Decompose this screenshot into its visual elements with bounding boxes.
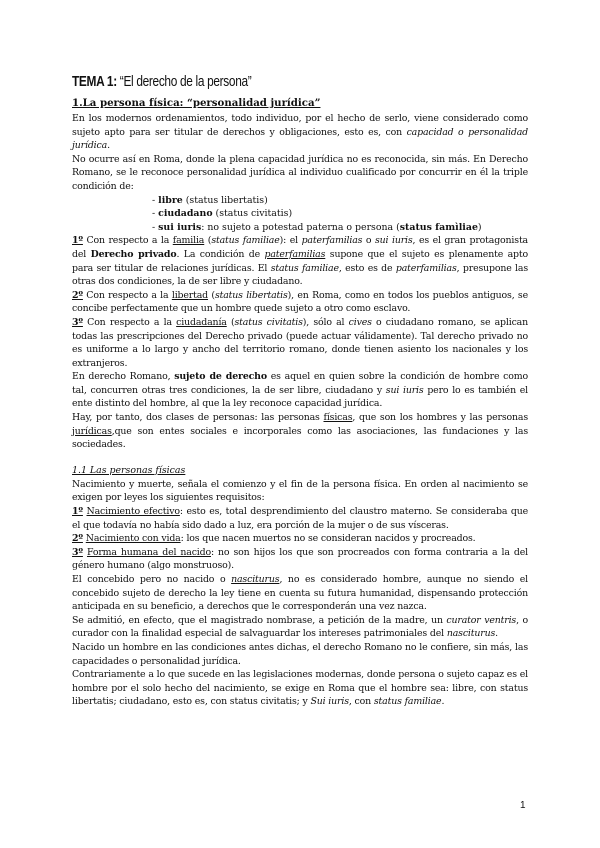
- paragraph-contrariamente: Contrariamente a lo que sucede en las legislaciones modernas, donde persona o sujeto capaz es el hombre por el solo hecho del nacimiento, se exige en Roma que el hombre sea: libre, con status libertatis; ciudadano, esto es, con status civitatis; y Sui iuris, con status familiae.: [72, 669, 528, 708]
- list-item: - sui iuris: no sujeto a potestad paterna o persona (status famìliae): [152, 221, 528, 235]
- paragraph-nasciturus: El concebido pero no nacido o nasciturus, no es considerado hombre, aunque no siendo el concebido sujeto de derecho la ley tiene en cuenta su futura humanidad, dispensando protección anticipada en su beneficio, a derechos que le corresponderán una vez nazca.: [72, 574, 528, 613]
- requirement-1: 1º Nacimiento efectivo: esto es, total desprendimiento del claustro materno. Se consideraba que el que todavía no había sido dado a luz, era porción de la mujer o de sus vísceras.: [72, 506, 528, 531]
- paragraph-nacimiento: Nacimiento y muerte, señala el comienzo y el fin de la persona física. En orden al nacimiento se exigen por leyes los siguientes requisitos:: [72, 478, 528, 504]
- section-heading: 1.La persona física: “personalidad jurídica”: [72, 97, 321, 109]
- paragraph-curator: Se admitió, en efecto, que el magistrado nombrase, a petición de la madre, un curator ventris, o curador con la finalidad especial de salvaguardar los intereses patrimoniales del nasciturus.: [72, 614, 528, 640]
- title-label: TEMA 1:: [72, 74, 117, 90]
- list-item: - libre (status libertatis): [152, 194, 528, 208]
- paragraph-intro: En los modernos ordenamientos, todo individuo, por el hecho de serlo, viene considerado como sujeto apto para ser titular de derechos y obligaciones, esto es, con capacidad o personalidad jurídica.: [72, 113, 528, 152]
- conditions-list: [72, 194, 528, 235]
- requirement-2: 2º Nacimiento con vida: los que nacen muertos no se consideran nacidos y procreados.: [72, 533, 476, 545]
- paragraph-ciudadania: 3º Con respecto a la ciudadanía (status civitatis), sólo al cives o ciudadano romano, se aplican todas las prescripciones del Derecho privado (puede actuar válidamente). Tal derecho privado no es uniforme a lo largo y ancho del territorio romano, donde tienen asiento los nacionales y los extranjeros.: [72, 316, 529, 369]
- page-number: 1: [520, 800, 526, 811]
- paragraph-libertad: 2º Con respecto a la libertad (status libertatis), en Roma, como en todos los pueblos antiguos, se concibe perfectamente que un hombre quede sujeto a otro como esclavo.: [72, 289, 528, 315]
- subsection-heading: 1.1 Las personas físicas: [72, 464, 186, 476]
- list-item: - ciudadano (status civitatis): [152, 207, 528, 221]
- paragraph-clases: Hay, por tanto, dos clases de personas: las personas físicas, que son los hombres y las personas jurídicas,que son entes sociales e incorporales como las asociaciones, las fundaciones y las sociedades.: [72, 412, 529, 451]
- document-title: [72, 74, 446, 90]
- title-text: “El derecho de la persona”: [116, 74, 252, 90]
- paragraph-sujeto: En derecho Romano, sujeto de derecho es aquel en quien sobre la condición de hombre como tal, concurren otras tres condiciones, la de ser libre, ciudadano y sui iuris pero lo es también el ente distinto del hombre, al que la ley reconoce capacidad jurídica.: [72, 371, 529, 410]
- paragraph-familia: 1º Con respecto a la familia (status familiae): el paterfamilias o sui iuris, es el gran protagonista del Derecho privado. La condición de paterfamilias supone que el sujeto es plenamente apto para ser titular de relaciones jurídicas. El status familiae, esto es de paterfamilias, presupone las otras dos condiciones, la de ser libre y ciudadano.: [72, 235, 529, 288]
- requirement-3: 3º Forma humana del nacido: no son hijos los que son procreados con forma contraria a la del género humano (algo monstruoso).: [72, 546, 528, 572]
- paragraph-roma: No ocurre así en Roma, donde la plena capacidad jurídica no es reconocida, sin más. En Derecho Romano, se le reconoce personalidad jurídica al individuo cualificado por concurrir en él la triple condición de:: [72, 153, 528, 192]
- document-page: [72, 74, 528, 709]
- paragraph-nacido: Nacido un hombre en las condiciones antes dichas, el derecho Romano no le confiere, sin más, las capacidades o personalidad jurídica.: [72, 641, 528, 667]
